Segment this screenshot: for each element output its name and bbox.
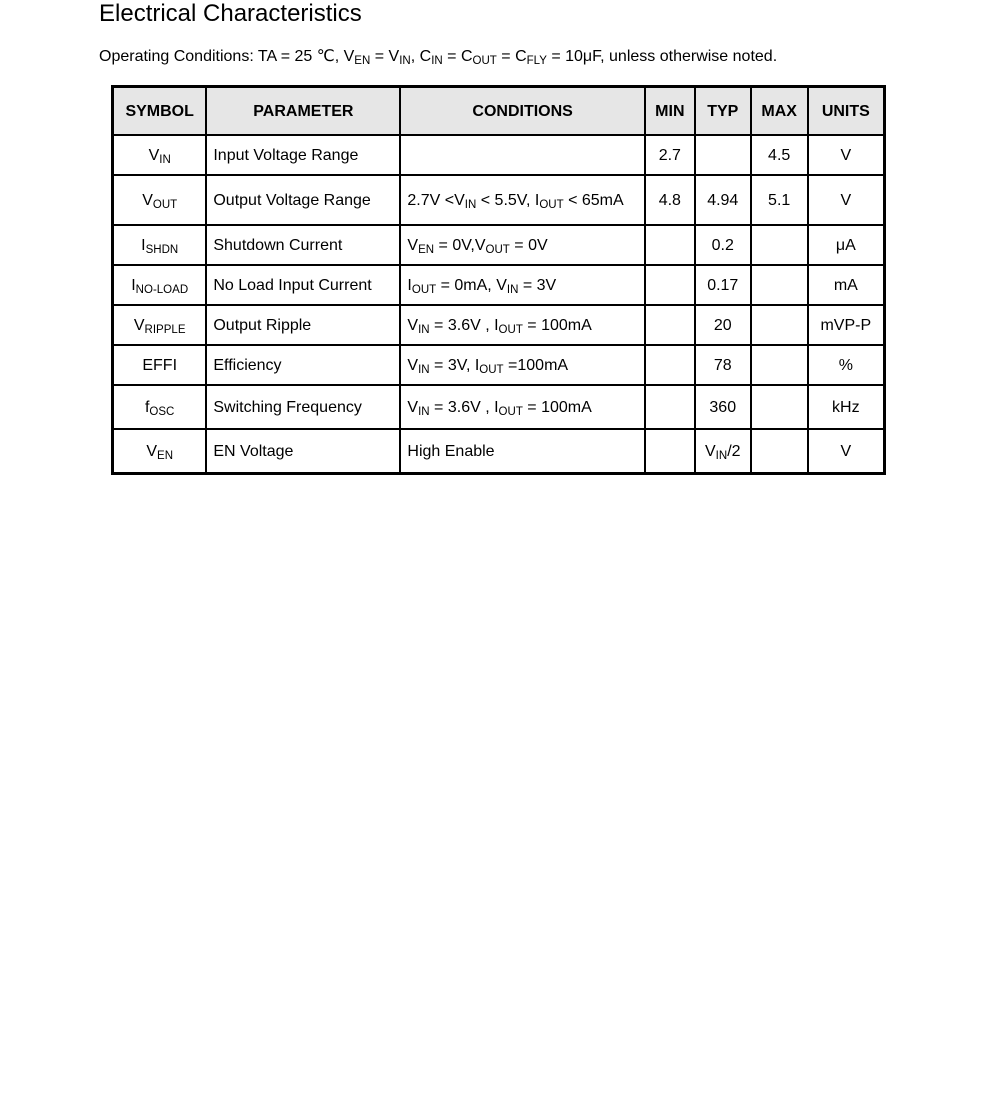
table-row <box>113 429 885 474</box>
units-cell: % <box>808 345 885 385</box>
header-symbol: SYMBOL <box>113 87 207 136</box>
conditions-cell: $2.7V <V_{IN} < 5.5V$, $I_{OUT} < 65mA$ <box>400 175 644 225</box>
table-row <box>113 345 885 385</box>
min-cell <box>645 429 695 474</box>
table-row <box>113 385 885 429</box>
conditions-cell: $V_{IN} = 3V$, $I_{OUT} =100mA$ <box>400 345 644 385</box>
table-row <box>113 135 885 175</box>
max-cell <box>751 225 808 265</box>
parameter-cell: No Load Input Current <box>206 265 400 305</box>
table-row <box>113 305 885 345</box>
max-cell <box>751 429 808 474</box>
symbol-cell: $f_{OSC}$ <box>113 385 207 429</box>
table-row <box>113 225 885 265</box>
header-typ: TYP <box>695 87 751 136</box>
table-row <box>113 175 885 225</box>
units-cell: kHz <box>808 385 885 429</box>
conditions-cell: $V_{IN} = 3.6V$ , $I_{OUT} = 100mA$ <box>400 305 644 345</box>
parameter-cell: Shutdown Current <box>206 225 400 265</box>
min-cell <box>645 345 695 385</box>
typ-cell: 360 <box>695 385 751 429</box>
min-cell <box>645 265 695 305</box>
conditions-cell: $V_{EN} = 0V,V_{OUT} = 0V$ <box>400 225 644 265</box>
header-conditions: CONDITIONS <box>400 87 644 136</box>
parameter-cell: Output Voltage Range <box>206 175 400 225</box>
conditions-cell: $V_{IN} = 3.6V$ , $I_{OUT} = 100mA$ <box>400 385 644 429</box>
parameter-cell: EN Voltage <box>206 429 400 474</box>
typ-cell: $V_{IN}/2$ <box>695 429 751 474</box>
symbol-cell: EFFI <box>113 345 207 385</box>
header-parameter: PARAMETER <box>206 87 400 136</box>
header-min: MIN <box>645 87 695 136</box>
header-max: MAX <box>751 87 808 136</box>
max-cell <box>751 345 808 385</box>
operating-conditions-note: Operating Conditions: TA = 25 ℃, $V_{EN} = V_{IN}$, $C_{IN} = C_{OUT} = C_{FLY} = 10\mu F$, unless otherwise noted. <box>99 48 778 68</box>
symbol-cell: $V_{IN}$ <box>113 135 207 175</box>
symbol-cell: $I_{SHDN}$ <box>113 225 207 265</box>
symbol-cell: $V_{EN}$ <box>113 429 207 474</box>
typ-cell: 20 <box>695 305 751 345</box>
typ-cell: 0.17 <box>695 265 751 305</box>
typ-cell: 4.94 <box>695 175 751 225</box>
table-row <box>113 265 885 305</box>
parameter-cell: Switching Frequency <box>206 385 400 429</box>
units-cell: V <box>808 429 885 474</box>
page-title: Electrical Characteristics <box>99 0 362 27</box>
min-cell: 4.8 <box>645 175 695 225</box>
symbol-cell: $I_{NO-LOAD}$ <box>113 265 207 305</box>
max-cell <box>751 265 808 305</box>
conditions-cell: High Enable <box>400 429 644 474</box>
typ-cell <box>695 135 751 175</box>
max-cell: 4.5 <box>751 135 808 175</box>
units-cell: V <box>808 135 885 175</box>
units-cell: V <box>808 175 885 225</box>
min-cell <box>645 385 695 429</box>
conditions-cell <box>400 135 644 175</box>
max-cell <box>751 385 808 429</box>
symbol-cell: $V_{RIPPLE}$ <box>113 305 207 345</box>
min-cell <box>645 225 695 265</box>
parameter-cell: Efficiency <box>206 345 400 385</box>
electrical-characteristics-table <box>111 85 886 475</box>
header-units: UNITS <box>808 87 885 136</box>
parameter-cell: Output Ripple <box>206 305 400 345</box>
typ-cell: 78 <box>695 345 751 385</box>
min-cell <box>645 305 695 345</box>
max-cell: 5.1 <box>751 175 808 225</box>
units-cell: mVP-P <box>808 305 885 345</box>
min-cell: 2.7 <box>645 135 695 175</box>
typ-cell: 0.2 <box>695 225 751 265</box>
table-header-row <box>113 87 885 136</box>
units-cell: μA <box>808 225 885 265</box>
max-cell <box>751 305 808 345</box>
parameter-cell: Input Voltage Range <box>206 135 400 175</box>
conditions-cell: $I_{OUT} = 0mA$, $V_{IN} = 3V$ <box>400 265 644 305</box>
units-cell: mA <box>808 265 885 305</box>
symbol-cell: $V_{OUT}$ <box>113 175 207 225</box>
